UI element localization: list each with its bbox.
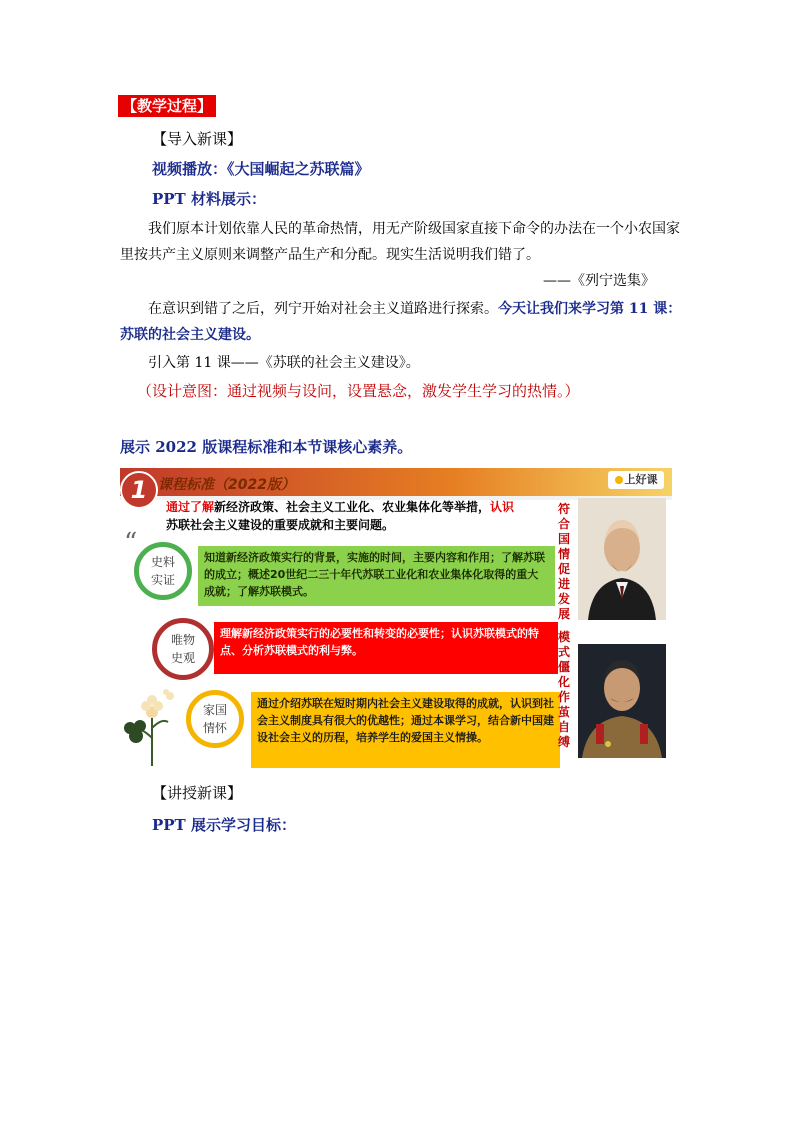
standard-text-1: 新经济政策、社会主义工业化、农业集体化等举措，	[214, 500, 491, 514]
standard-red-1: 通过了解	[166, 500, 215, 514]
slide-banner-title: 课程标准（2022版）	[158, 477, 295, 493]
standard-text-2: 苏联社会主义建设的重要成就和主要问题。	[166, 518, 395, 532]
open-quote-icon: “	[124, 528, 138, 558]
section-heading-teaching-process: 【教学过程】	[118, 95, 216, 117]
quote-line-1: 我们原本计划依靠人民的革命热情，用无产阶级国家直接下命令的办法在一个小农国家	[148, 221, 680, 237]
standard-red-2: 认识	[490, 500, 515, 514]
brand-logo	[608, 471, 664, 489]
quote-source: ——《列宁选集》	[543, 273, 655, 289]
standard-text	[166, 498, 566, 534]
logo-icon	[615, 476, 623, 484]
ppt-goal-line: PPT 展示学习目标：	[152, 816, 296, 834]
literacy-box-historical-evidence: 知道新经济政策实行的背景，实施的时间，主要内容和作用；了解苏联的成立；概述20世纪二三十年代苏联工业化和农业集体化取得的重大成就；了解苏联模式。	[198, 546, 555, 606]
teach-heading: 【讲授新课】	[152, 784, 243, 802]
lesson-title-line: 苏联的社会主义建设。	[120, 327, 260, 343]
ring-label: 唯物史观	[170, 633, 195, 665]
design-intent: （设计意图：通过视频与设问，设置悬念，激发学生学习的热情。）	[137, 382, 580, 400]
literacy-box-materialist-view: 理解新经济政策实行的必要性和转变的必要性；认识苏联模式的特点、分析苏联模式的利与弊。	[214, 622, 558, 674]
lenin-portrait	[578, 498, 666, 620]
ring-label: 家国情怀	[202, 703, 227, 735]
stalin-portrait	[578, 644, 666, 758]
literacy-box-patriotism: 通过介绍苏联在短时期内社会主义建设取得的成就，认识到社会主义制度具有很大的优越性；通过本课学习，结合新中国建设社会主义的历程，培养学生的爱国主义情操。	[251, 692, 560, 768]
paragraph-lenin-bold: 今天让我们来学习第 11 课：	[498, 301, 682, 317]
intro-heading: 【导入新课】	[152, 130, 243, 148]
ring-label: 史料实证	[150, 555, 175, 587]
paragraph-lenin	[148, 298, 681, 320]
clover-plant-icon	[122, 678, 182, 766]
literacy-ring-patriotism	[186, 690, 244, 748]
literacy-ring-materialist-view	[152, 618, 214, 680]
video-line: 视频播放：《大国崛起之苏联篇》	[152, 160, 370, 178]
side-caption-stalin: 模式僵化作茧自缚	[557, 630, 570, 749]
lead-in-line: 引入第 11 课——《苏联的社会主义建设》。	[148, 355, 420, 371]
side-caption-lenin: 符合国情促进发展	[557, 502, 570, 621]
quote-line-2: 里按共产主义原则来调整产品生产和分配。现实生活说明我们错了。	[120, 247, 540, 263]
slide-number-badge: 1	[120, 471, 158, 509]
logo-text: 上好课	[624, 473, 658, 486]
literacy-ring-historical-evidence	[134, 542, 192, 600]
curriculum-standard-slide	[120, 468, 672, 770]
standard-heading: 展示 2022 版课程标准和本节课核心素养。	[120, 438, 413, 456]
ppt-material-line: PPT 材料展示：	[152, 190, 266, 208]
paragraph-lenin-text: 在意识到错了之后，列宁开始对社会主义道路进行探索。	[148, 301, 498, 317]
